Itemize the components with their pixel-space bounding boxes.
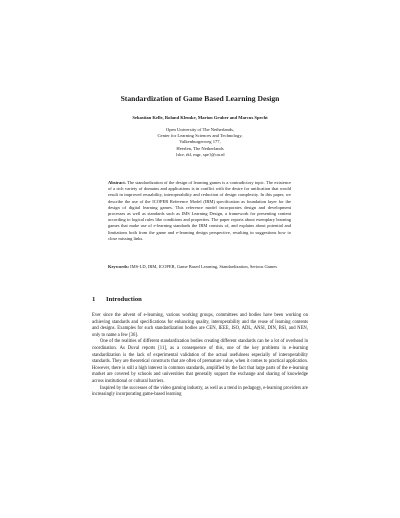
keywords [108, 264, 291, 270]
section-title: Introduction [106, 296, 142, 303]
affiliation-line: Center for Learning Sciences and Technology, [157, 133, 243, 139]
affiliation-line: Valkenburgerweg 177, [179, 139, 221, 145]
section-number: 1 [92, 296, 96, 303]
paper-title: Standardization of Game Based Learning Design [120, 94, 280, 103]
affiliation-line: Heerlen, The Netherlands [176, 145, 224, 151]
body-paragraph: Inspired by the successes of the video gaming industry, as well as a trend in pedagogy, e-learning providers are increasingly incorporating game-based learning [92, 385, 308, 398]
author-list: Sebastian Kelle, Roland Klemke, Marion Gruber and Marcus Specht [132, 115, 268, 120]
author-emails: {ske, rkl, mgr, spe}@ou.nl [175, 151, 225, 157]
keywords-text: IMS-LD, IRM, ICOPER, Game Based Learning, Standardization, Serious Games [130, 264, 277, 269]
abstract-label: Abstract. [108, 180, 126, 185]
affiliation-line: Open University of The Netherlands, [165, 127, 235, 132]
section-heading [92, 296, 142, 303]
affiliation-block [110, 127, 290, 158]
body-paragraph: Ever since the advent of e-learning, various working groups, committees and bodies have been working on achieving standards and specifications for enhancing quality, interoperability and the reuse of learning contents and designs. Examples for such standardization bodies are CEN, IEEE, ISO, ADL, ANSI, DIN, BSI, and NEN, only to name a few [36]. [92, 313, 308, 338]
body-text [92, 313, 308, 399]
body-paragraph: One of the realities of different standardization bodies creating different standards can be a lot of overhead in coordination. As Duval reports [11], as a consequence of this, one of the key problems in e-learning standardization is the lack of experimental validation of the actual usefulness especially of interoperability standards. They are theoretical constructs that are often of premature value, when it comes to practical application. However, there is still a high interest in common standards, amplified by the fact that large parts of the e-learning market are covered by schools and universities that generally support the exchange and sharing of knowledge across institutional or cultural barriers. [92, 339, 308, 384]
abstract [108, 180, 291, 242]
abstract-text: The standardization of the design of learning games is a contradictory topic. The existence of a rich variety of domains and applications is in conflict with the desire for unification that would result in improved reusability, interoperability and reduction of design complexity. In this paper, we describe the use of the ICOPER Reference Model (IRM) specification as foundation layer for the design of digital learning games. This reference model incorporates design and development processes as well as standards such as IMS Learning Design, a framework for presenting content according to logical rules like conditions and properties. The paper reports about exemplary learning games that make use of e-learning standards the IRM consists of, and explains about potential and limitations both from the game and e-learning design perspective, resulting in suggestions how to close missing links. [108, 180, 291, 241]
keywords-label: Keywords: [108, 264, 129, 269]
